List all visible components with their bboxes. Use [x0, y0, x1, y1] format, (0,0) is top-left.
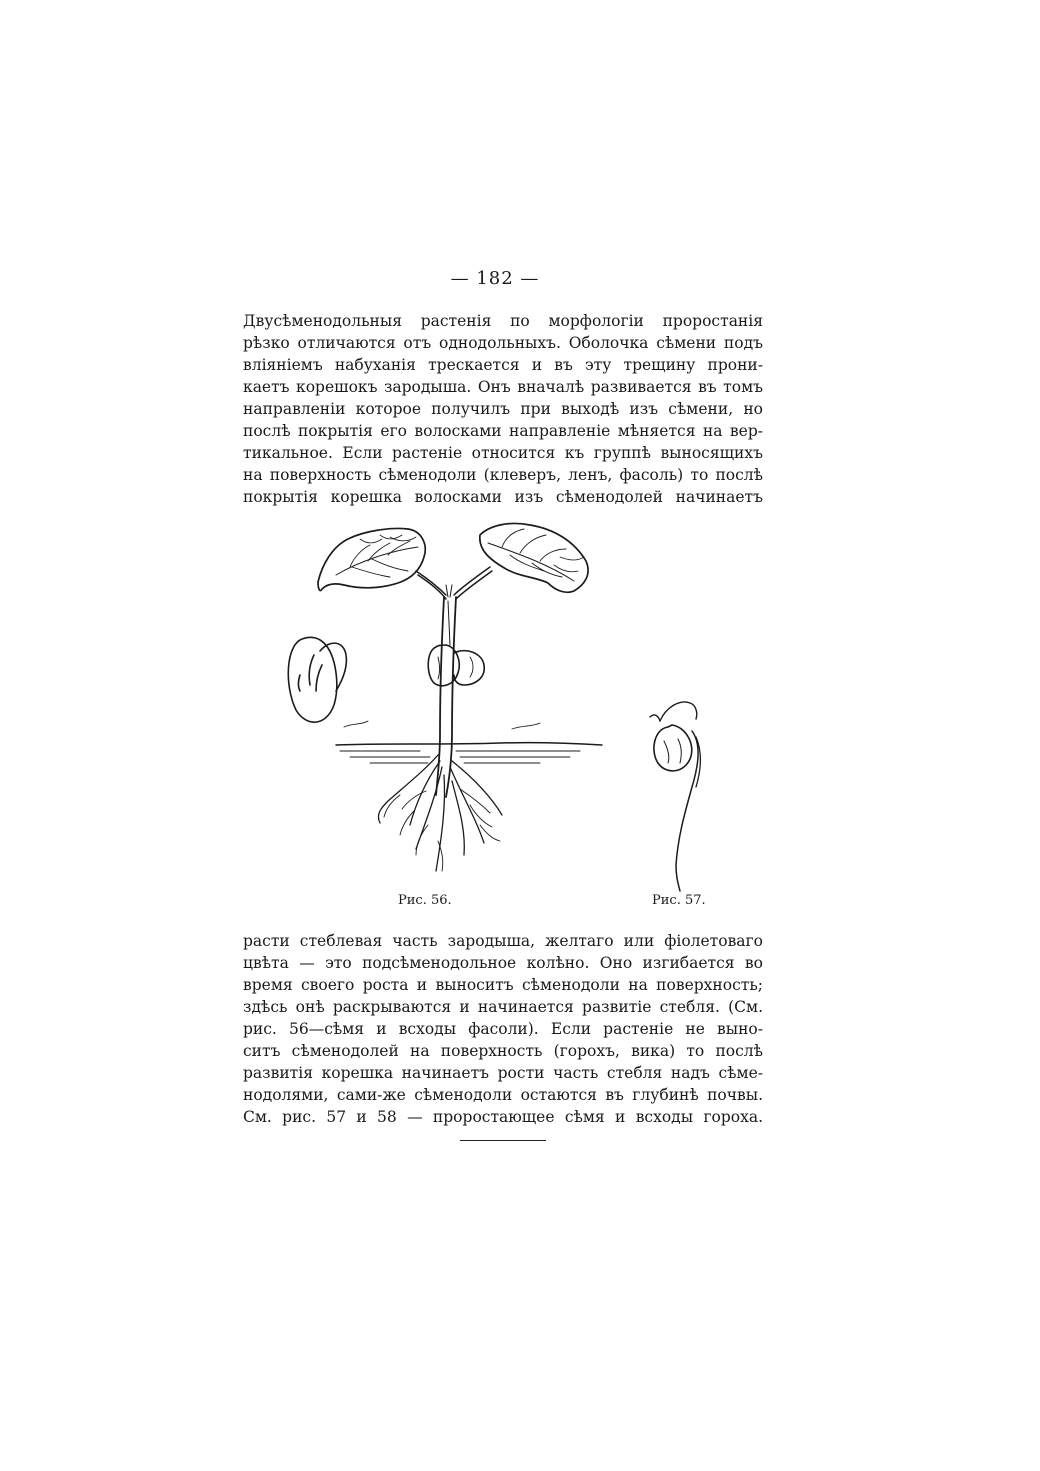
text-line: ситъ сѣменодолей на поверхность (горохъ, вика) то послѣ	[243, 1042, 763, 1060]
bean-seed-drawing	[288, 637, 346, 722]
text-line: рѣзко отличаются отъ однодольныхъ. Оболочка сѣмени подъ	[243, 334, 763, 352]
bean-seedling-drawing	[318, 523, 602, 871]
text-line: здѣсь онѣ раскрываются и начинается развитіе стебля. (См.	[243, 998, 763, 1016]
text-line: покрытія корешка волосками изъ сѣменодолей начинаетъ	[243, 488, 763, 506]
text-line: См. рис. 57 и 58 — проростающее сѣмя и всходы гороха.	[243, 1108, 763, 1126]
text-line: развитія корешка начинаетъ рости часть стебля надъ сѣме-	[243, 1064, 763, 1082]
figure-56-caption: Рис. 56.	[398, 893, 452, 908]
text-line: время своего роста и выноситъ сѣменодоли на поверхность;	[243, 976, 763, 994]
text-line: вліяніемъ набуханія трескается и въ эту трещину прони-	[243, 356, 763, 374]
section-divider	[460, 1140, 546, 1141]
text-line: расти стеблевая часть зародыша, желтаго или фіолетоваго	[243, 932, 763, 950]
paragraph-1	[243, 310, 763, 508]
text-line: послѣ покрытія его волосками направленіе мѣняется на вер-	[243, 422, 763, 440]
text-line: тикальное. Если растеніе относится къ группѣ выносящихъ	[243, 444, 763, 462]
page-number: — 182 —	[450, 268, 540, 289]
text-line: направленіи которое получилъ при выходѣ изъ сѣмени, но	[243, 400, 763, 418]
figure-57-caption: Рис. 57.	[652, 893, 706, 908]
pea-seed-drawing	[650, 702, 701, 891]
text-line: каетъ корешокъ зародыша. Онъ вначалѣ развивается въ томъ	[243, 378, 763, 396]
text-line: нодолями, сами-же сѣменодоли остаются въ глубинѣ почвы.	[243, 1086, 763, 1104]
text-line: Двусѣменодольныя растенія по морфологіи проростанія	[243, 312, 763, 330]
text-line: рис. 56—сѣмя и всходы фасоли). Если растеніе не выно-	[243, 1020, 763, 1038]
seedling-illustration	[240, 505, 760, 895]
paragraph-2	[243, 930, 763, 1128]
text-line: на поверхность сѣменодоли (клеверъ, ленъ, фасоль) то послѣ	[243, 466, 763, 484]
text-line: цвѣта — это подсѣменодольное колѣно. Оно изгибается во	[243, 954, 763, 972]
